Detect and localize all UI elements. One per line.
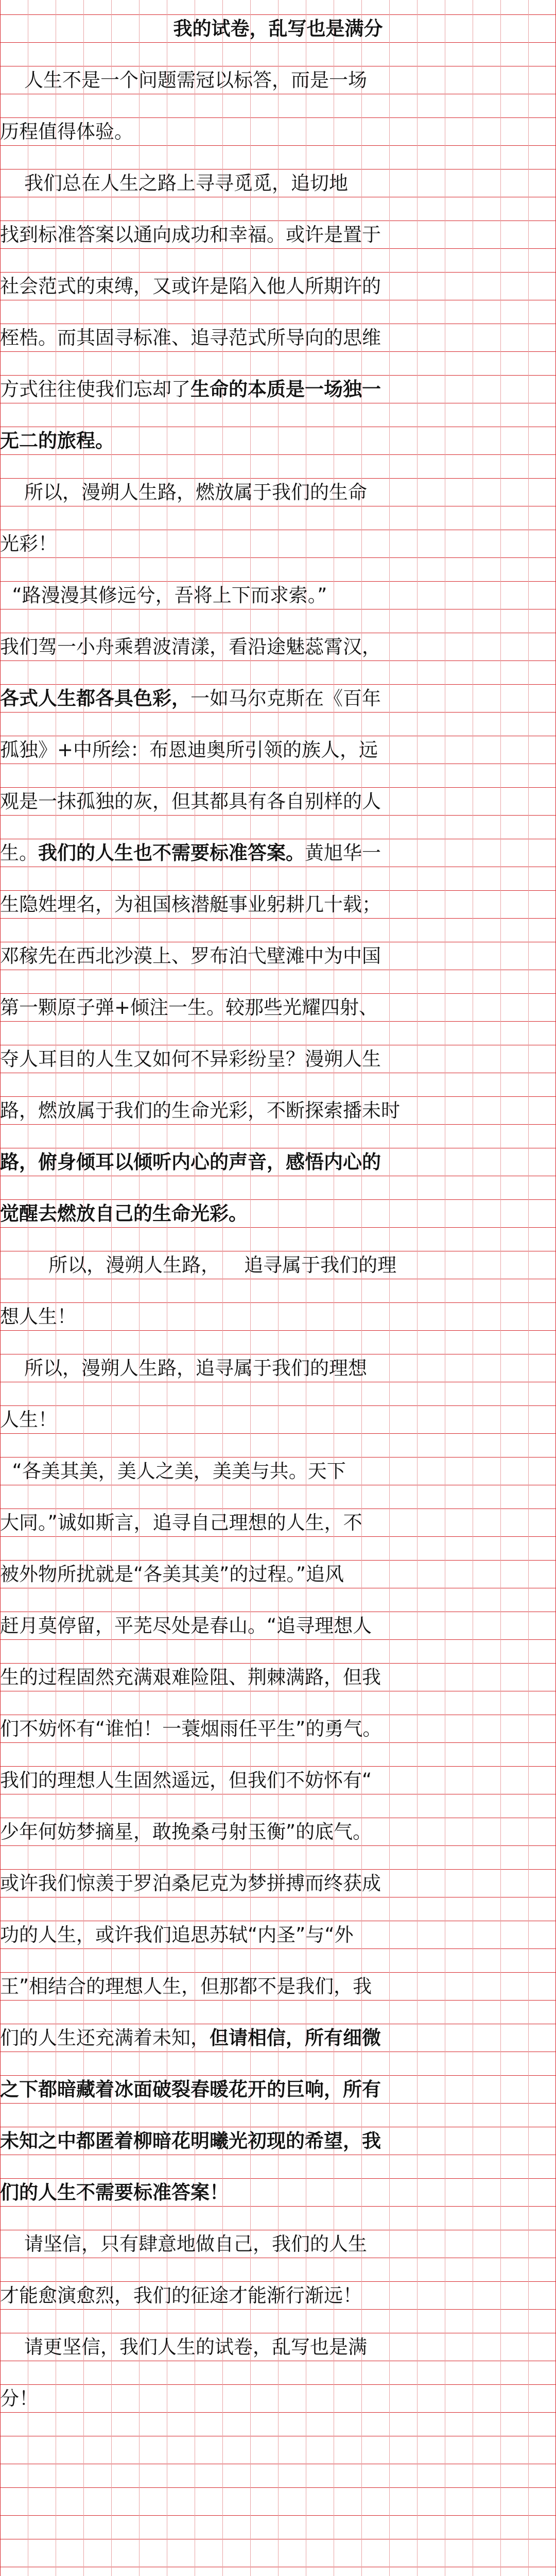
bold-text-segment: 我的试卷，乱写也是满分 [173,18,383,40]
essay-line [0,2385,556,2413]
text-segment: 被外物所扰就是“各美其美”的过程。”追风 [0,1563,344,1585]
essay-line [0,1818,556,1846]
bold-text-segment: 路， [0,1151,38,1173]
essay-line [0,1406,556,1434]
text-segment: 夺人耳目的人生又如何不异彩纷呈？漫朔人生 [0,1048,381,1070]
text-segment: 赶月莫停留，平芜尽处是春山。“追寻理想人 [0,1615,372,1637]
essay-line [0,2282,556,2310]
bold-text-segment: 觉醒去燃放自己的生命光彩。 [0,1202,248,1225]
bold-text-segment: 我们的人生也不需要标准答案。 [38,842,305,864]
bold-text-segment: 但请相信，所有细微 [210,2027,381,2049]
text-segment: 路，燃放属于我们的生命光彩，不断探索播未时 [0,1099,400,1122]
essay-line [0,582,556,609]
bold-text-segment: 生命的本质是一场独一 [190,378,381,400]
essay-line [0,2076,556,2104]
essay-line [0,2179,556,2207]
text-segment: 一如马尔克斯在《百年 [190,687,381,709]
text-segment: “路漫漫其修远兮，吾将上下而求索。” [0,584,327,606]
text-segment: 找到标准答案以通向成功和幸福。或许是置于 [0,224,381,246]
bold-text-segment: 各式人生都各具色彩， [0,687,190,709]
text-segment: 所以，漫朔人生路，追寻属于我们的理想 [0,1357,368,1379]
essay-line [0,1921,556,1949]
essay-line [0,376,556,403]
essay-line [0,1612,556,1640]
text-segment: 光彩！ [0,533,57,555]
text-segment: 们不妨怀有“谁怕！一蓑烟雨任平生”的勇气。 [0,1718,382,1740]
essay-line [0,1458,556,1485]
text-segment: 黄旭华一 [305,842,381,864]
essay-line [0,1973,556,2001]
essay-line [0,1097,556,1125]
essay-line [0,324,556,352]
essay-line [0,2333,556,2361]
essay-line [0,1561,556,1588]
essay-line [0,1715,556,1743]
essay-line [0,1354,556,1382]
text-segment: 邓稼先在西北沙漠上、罗布泊弋壁滩中为中国 [0,945,381,967]
text-segment: 观是一抹孤独的灰，但其都具有各自别样的人 [0,790,381,812]
text-segment: 所以，漫朔人生路， 追寻属于我们的理 [0,1254,397,1276]
essay-line [0,2024,556,2052]
bold-text-segment: 之下都暗藏着冰面破裂春暖花开的巨响，所有 [0,2078,381,2100]
essay-line [0,1303,556,1331]
essay-line [0,530,556,558]
essay-line [0,273,556,300]
essay-line [0,1148,556,1176]
essay-line [0,685,556,713]
essay-line [0,1200,556,1228]
essay-line [0,1664,556,1691]
text-segment: 我们总在人生之路上寻寻觅觅，追切地 [0,172,349,194]
text-segment: 想人生！ [0,1306,76,1328]
essay-line [0,170,556,197]
essay-line [0,1767,556,1794]
bold-text-segment: 俯身倾耳以倾听内心的声音，感悟内心的 [38,1151,381,1173]
text-segment: 生的过程固然充满艰难险阻、荆棘满路，但我 [0,1666,381,1688]
text-segment: 人生不是一个问题需冠以标答，而是一场 [0,69,368,91]
text-segment: 大同。”诚如斯言，追寻自己理想的人生，不 [0,1512,362,1534]
bold-text-segment: 无二的旅程。 [0,430,114,452]
essay-line [0,221,556,249]
text-segment: 我们的理想人生固然遥远，但我们不妨怀有“ [0,1769,372,1791]
essay-title [0,15,556,43]
bold-text-segment: 未知之中都匿着柳暗花明曦光初现的希望，我 [0,2130,381,2152]
text-segment: 生。 [0,842,38,864]
bold-text-segment: 们的人生不需要标准答案！ [0,2181,229,2204]
text-segment: 孤独》+中所绘：布恩迪奥所引领的族人，远 [0,739,378,761]
essay-line [0,1870,556,1897]
text-segment: 社会范式的束缚，又或许是陷入他人所期许的 [0,275,381,297]
essay-line [0,118,556,146]
text-segment: 桎梏。而其固寻标准、追寻范式所导向的思维 [0,327,381,349]
text-segment: 所以，漫朔人生路，燃放属于我们的生命 [0,481,368,503]
text-segment: 人生！ [0,1409,57,1431]
essay-line [0,1045,556,1073]
essay-line [0,2127,556,2155]
essay-line [0,1251,556,1279]
essay-line [0,66,556,94]
text-segment: 或许我们惊羡于罗泊桑尼克为梦拼搏而终获成 [0,1872,381,1894]
text-segment: 第一颗原子弹+倾注一生。较那些光耀四射、 [0,996,378,1019]
text-segment: 们的人生还充满着未知， [0,2027,210,2049]
essay-line [0,633,556,661]
essay-line [0,942,556,970]
text-segment: 方式往往使我们忘却了 [0,378,190,400]
text-segment: 请坚信，只有肆意地做自己，我们的人生 [0,2233,368,2255]
text-segment: 王”相结合的理想人生，但那都不是我们，我 [0,1975,372,1997]
text-segment: 分！ [0,2387,38,2410]
text-segment: 历程值得体验。 [0,121,133,143]
essay-line [0,994,556,1022]
essay-line [0,839,556,867]
text-segment: 功的人生，或许我们追思苏轼“内圣”与“外 [0,1924,354,1946]
essay-line [0,479,556,506]
essay-line [0,427,556,455]
text-segment: 请更坚信，我们人生的试卷，乱写也是满 [0,2336,368,2358]
text-segment: 少年何妨梦摘星，敢挽桑弓射玉衡”的底气。 [0,1821,372,1843]
essay-line [0,891,556,919]
text-segment: “各美其美，美人之美，美美与共。天下 [0,1460,346,1482]
essay-line [0,788,556,816]
essay-line [0,736,556,764]
essay-line [0,1509,556,1537]
text-segment: 生隐姓埋名，为祖国核潜艇事业躬耕几十载； [0,893,381,916]
text-segment: 才能愈演愈烈，我们的征途才能渐行渐远！ [0,2284,362,2307]
essay-line [0,2230,556,2258]
text-segment: 我们驾一小舟乘碧波清漾，看沿途魅蕊霄汉， [0,636,381,658]
